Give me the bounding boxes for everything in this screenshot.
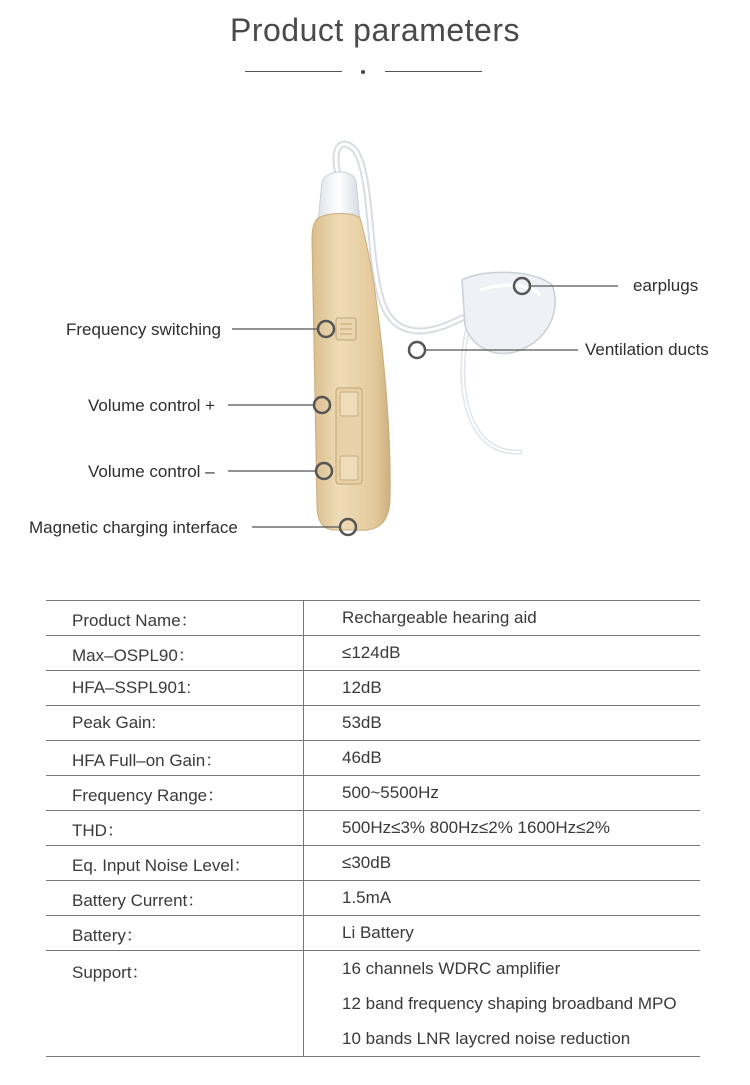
spec-label: Product Name： bbox=[46, 601, 304, 636]
spec-value-list bbox=[304, 951, 701, 1057]
table-row bbox=[46, 601, 700, 636]
table-row bbox=[46, 706, 700, 741]
spec-label: Peak Gain: bbox=[46, 706, 304, 741]
support-item: 16 channels WDRC amplifier bbox=[342, 959, 561, 978]
table-row bbox=[46, 881, 700, 916]
title-divider-right bbox=[385, 71, 482, 72]
table-row-support bbox=[46, 951, 700, 1057]
spec-label: Eq. Input Noise Level： bbox=[46, 846, 304, 881]
spec-value: Rechargeable hearing aid bbox=[342, 608, 537, 627]
support-item: 12 band frequency shaping broadband MPO bbox=[342, 994, 677, 1013]
spec-label: Battery： bbox=[46, 916, 304, 951]
callout-frequency-switching: Frequency switching bbox=[66, 320, 221, 339]
spec-value: 1.5mA bbox=[342, 888, 392, 907]
support-item: 10 bands LNR laycred noise reduction bbox=[342, 1029, 631, 1048]
title-divider-left bbox=[245, 71, 342, 72]
spec-label: Frequency Range： bbox=[46, 776, 304, 811]
spec-label: Support： bbox=[46, 951, 304, 1057]
spec-label: THD： bbox=[46, 811, 304, 846]
ventilation-marker bbox=[409, 342, 425, 358]
spec-value: 53dB bbox=[342, 713, 382, 732]
table-row bbox=[46, 741, 700, 776]
spec-value: 500Hz≤3% 800Hz≤2% 1600Hz≤2% bbox=[342, 818, 611, 837]
callout-volume-up: Volume control + bbox=[88, 396, 216, 415]
spec-value: 46dB bbox=[342, 748, 382, 767]
table-row bbox=[46, 811, 700, 846]
spec-label: HFA Full–on Gain： bbox=[46, 741, 304, 776]
spec-label: HFA–SSPL901: bbox=[46, 671, 304, 706]
spec-table bbox=[46, 600, 700, 1057]
table-row bbox=[46, 846, 700, 881]
table-row bbox=[46, 776, 700, 811]
spec-value: ≤124dB bbox=[342, 643, 401, 662]
spec-label: Max–OSPL90： bbox=[46, 636, 304, 671]
table-row bbox=[46, 671, 700, 706]
spec-value: Li Battery bbox=[342, 923, 414, 942]
table-row bbox=[46, 636, 700, 671]
title-divider-dot bbox=[361, 70, 365, 74]
callout-ventilation-ducts: Ventilation ducts bbox=[585, 340, 709, 359]
spec-value: 12dB bbox=[342, 678, 382, 697]
table-row bbox=[46, 916, 700, 951]
callout-earplugs: earplugs bbox=[633, 276, 699, 295]
callout-magnetic-charging: Magnetic charging interface bbox=[29, 518, 238, 537]
spec-label: Battery Current： bbox=[46, 881, 304, 916]
page-title: Product parameters bbox=[229, 12, 520, 48]
spec-value: 500~5500Hz bbox=[342, 783, 439, 802]
spec-value: ≤30dB bbox=[342, 853, 392, 872]
callout-volume-down: Volume control – bbox=[88, 462, 215, 481]
